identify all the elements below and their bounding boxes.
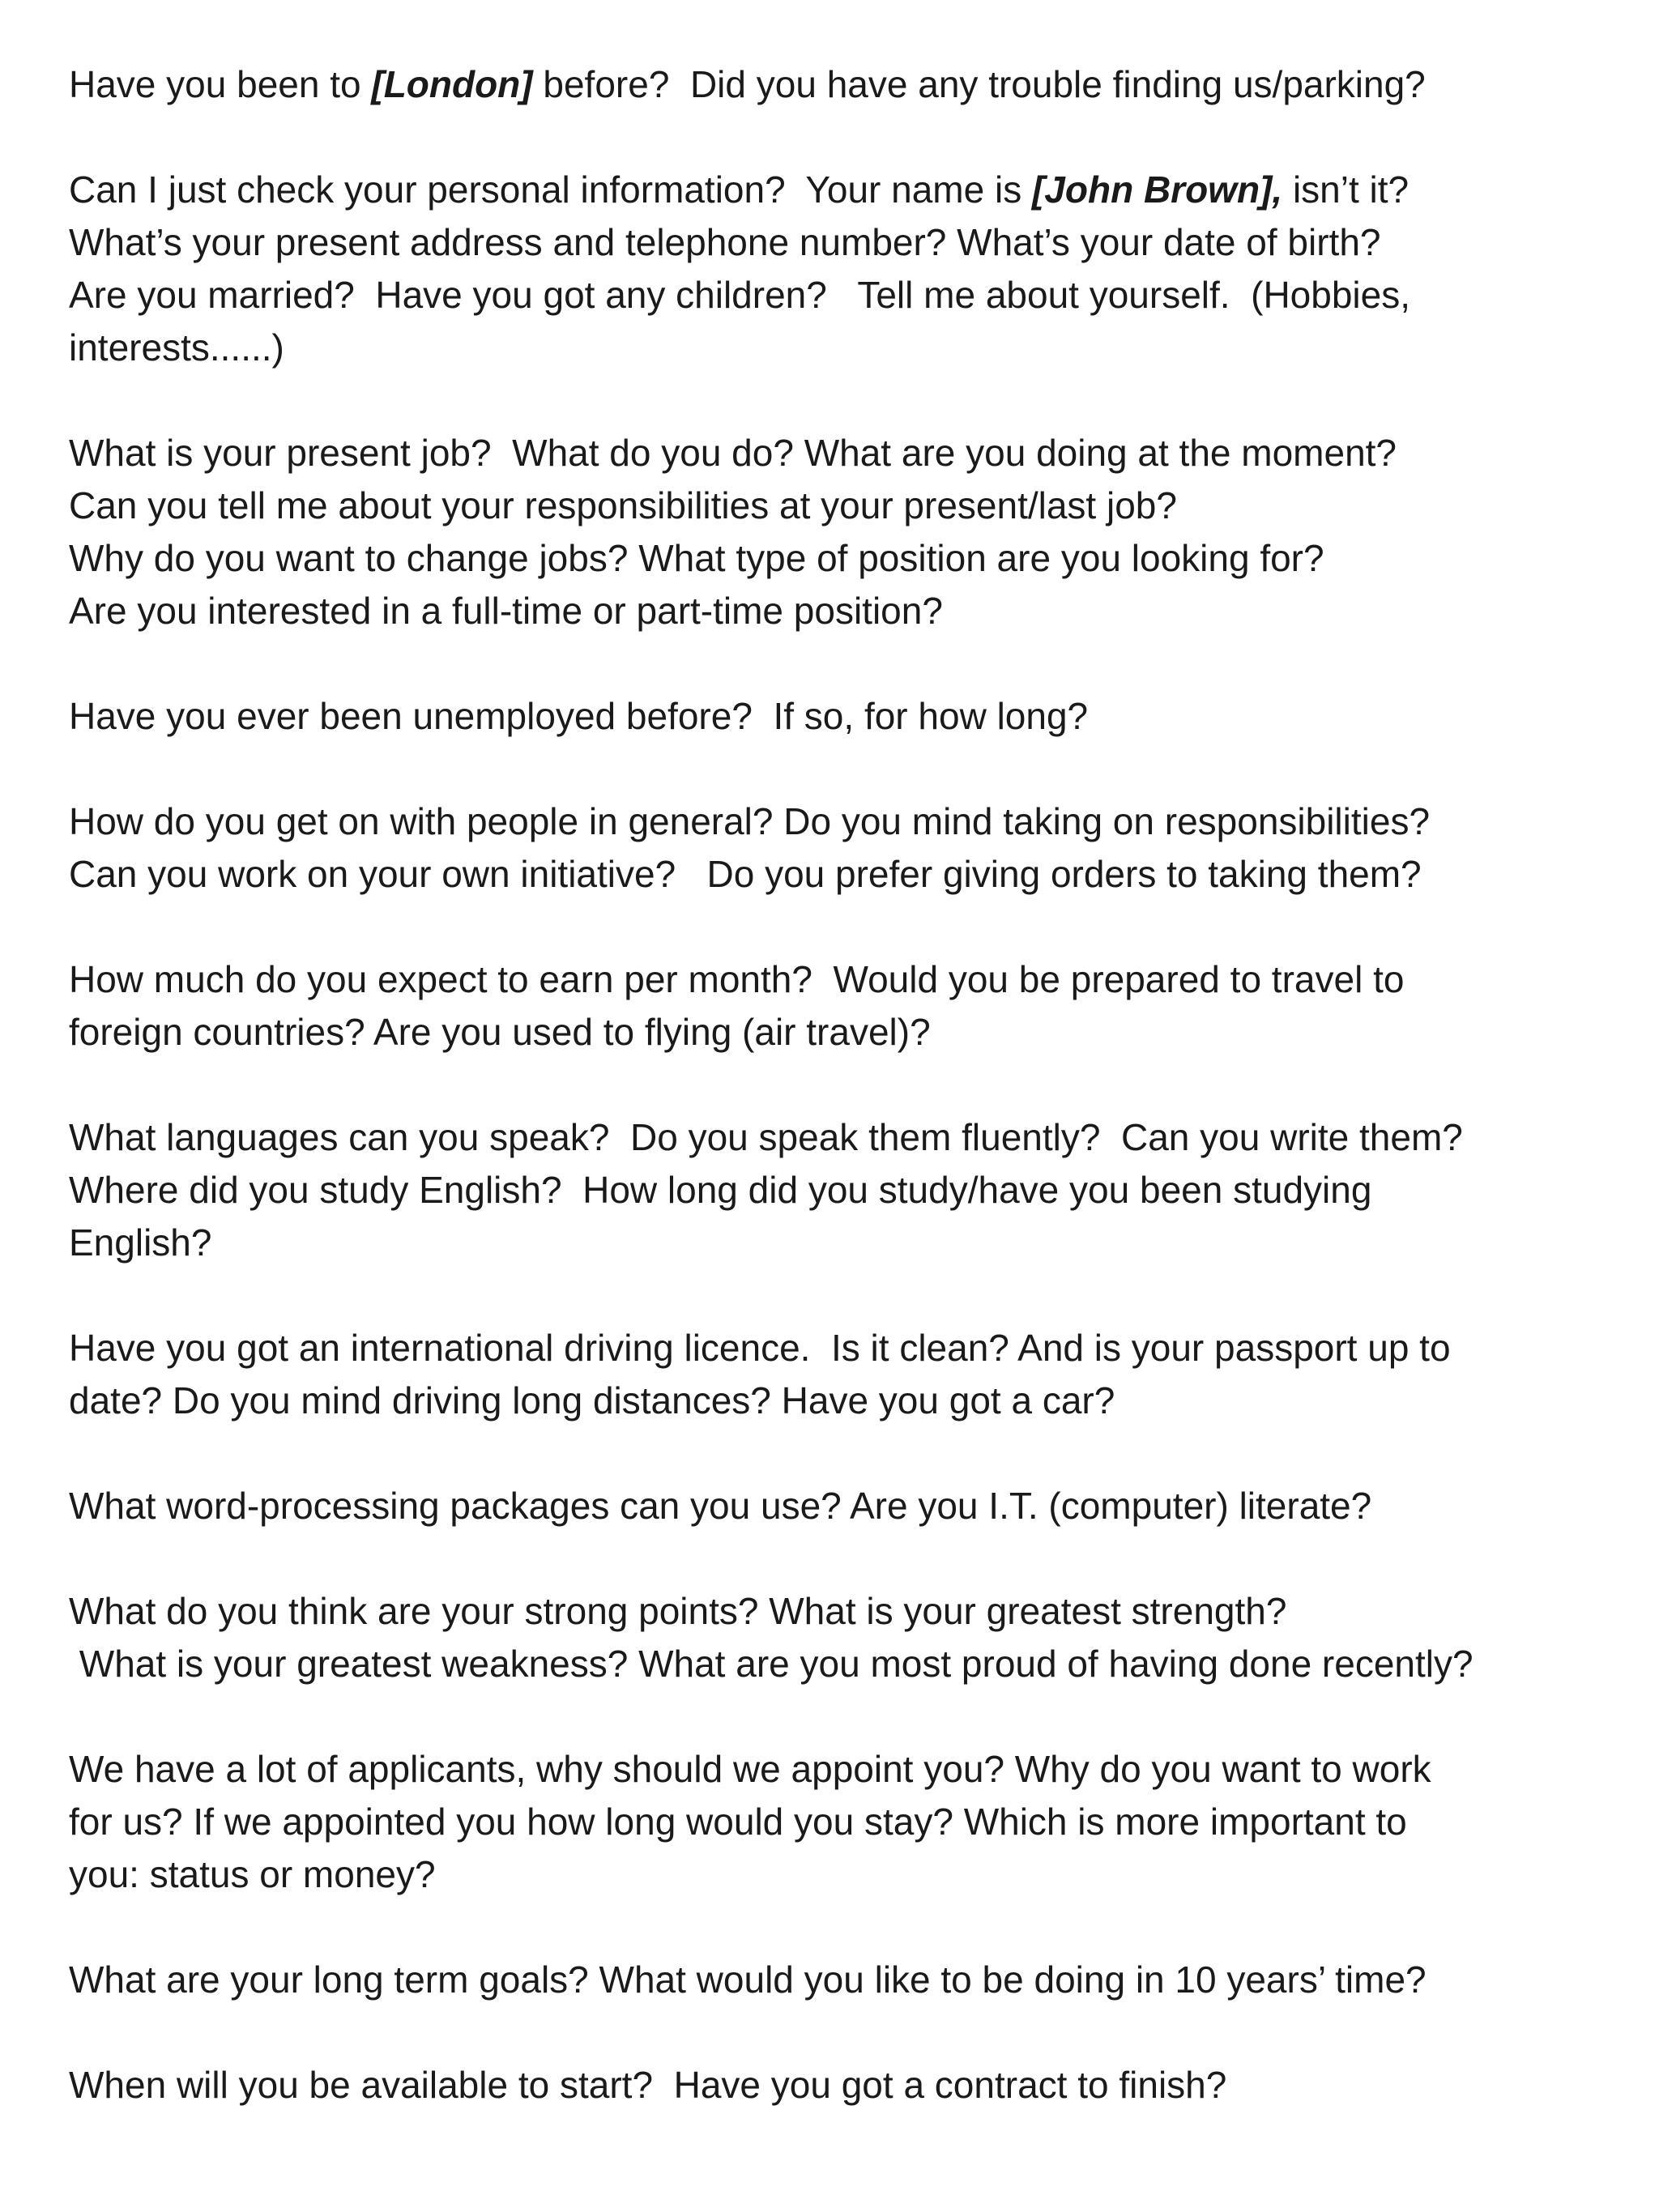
text-line: Where did you study English? How long did you study/have you been studying (69, 1169, 1372, 1211)
paragraph-salary-travel (69, 953, 1636, 1059)
text-line: interests......) (69, 326, 284, 369)
paragraph-why-appoint (69, 1743, 1636, 1901)
text-line: How much do you expect to earn per month? Would you be prepared to travel to (69, 958, 1405, 1000)
text-line: you: status or money? (69, 1853, 436, 1895)
text-line: We have a lot of applicants, why should we appoint you? Why do you want to work (69, 1748, 1431, 1790)
text-line: for us? If we appointed you how long would you stay? Which is more important to (69, 1801, 1407, 1843)
text-line: What’s your present address and telephone number? What’s your date of birth? (69, 221, 1381, 263)
paragraph-strengths (69, 1585, 1636, 1690)
paragraph-personal-info (69, 164, 1636, 374)
paragraph-languages (69, 1111, 1636, 1269)
text-line: What do you think are your strong points? What is your greatest strength? (69, 1590, 1287, 1632)
text-segment: before? Did you have any trouble finding us/parking? (532, 63, 1426, 105)
text-line: Why do you want to change jobs? What type of position are you looking for? (69, 537, 1324, 579)
paragraph-present-job (69, 427, 1636, 637)
text-line: Have you ever been unemployed before? If so, for how long? (69, 695, 1089, 737)
text-line (69, 164, 1636, 216)
text-line: What are your long term goals? What would you like to be doing in 10 years’ time? (69, 1958, 1427, 2001)
text-line: Can you work on your own initiative? Do you prefer giving orders to taking them? (69, 853, 1422, 895)
text-line: Can you tell me about your responsibilities at your present/last job? (69, 484, 1177, 526)
text-segment: isn’t it? (1282, 168, 1410, 211)
paragraph-people-skills (69, 795, 1636, 901)
text-line: English? (69, 1221, 212, 1264)
text-segment: Have you been to (69, 63, 372, 105)
text-line: foreign countries? Are you used to flying (air travel)? (69, 1011, 931, 1053)
text-segment: Can I just check your personal information? Your name is (69, 168, 1032, 211)
paragraph-unemployment (69, 690, 1636, 743)
text-line: What languages can you speak? Do you speak them fluently? Can you write them? (69, 1116, 1463, 1158)
text-line (69, 58, 1636, 111)
paragraph-intro (69, 58, 1636, 111)
paragraph-availability (69, 2059, 1636, 2112)
document-page (69, 58, 1636, 2164)
paragraph-driving (69, 1322, 1636, 1427)
placeholder-city: [London] (371, 63, 533, 105)
placeholder-name: [John Brown], (1031, 168, 1283, 211)
text-line: date? Do you mind driving long distances? Have you got a car? (69, 1379, 1115, 1421)
text-line: What is your present job? What do you do? What are you doing at the moment? (69, 432, 1397, 474)
paragraph-computer-skills (69, 1480, 1636, 1532)
text-line: How do you get on with people in general? Do you mind taking on responsibilities? (69, 800, 1431, 842)
text-line: When will you be available to start? Have you got a contract to finish? (69, 2064, 1227, 2106)
text-line: What is your greatest weakness? What are you most proud of having done recently? (69, 1643, 1473, 1685)
text-line: What word-processing packages can you use? Are you I.T. (computer) literate? (69, 1485, 1372, 1527)
text-line: Are you married? Have you got any children? Tell me about yourself. (Hobbies, (69, 274, 1410, 316)
paragraph-goals (69, 1954, 1636, 2006)
text-line: Have you got an international driving licence. Is it clean? And is your passport up to (69, 1327, 1451, 1369)
text-line: Are you interested in a full-time or part-time position? (69, 590, 943, 632)
